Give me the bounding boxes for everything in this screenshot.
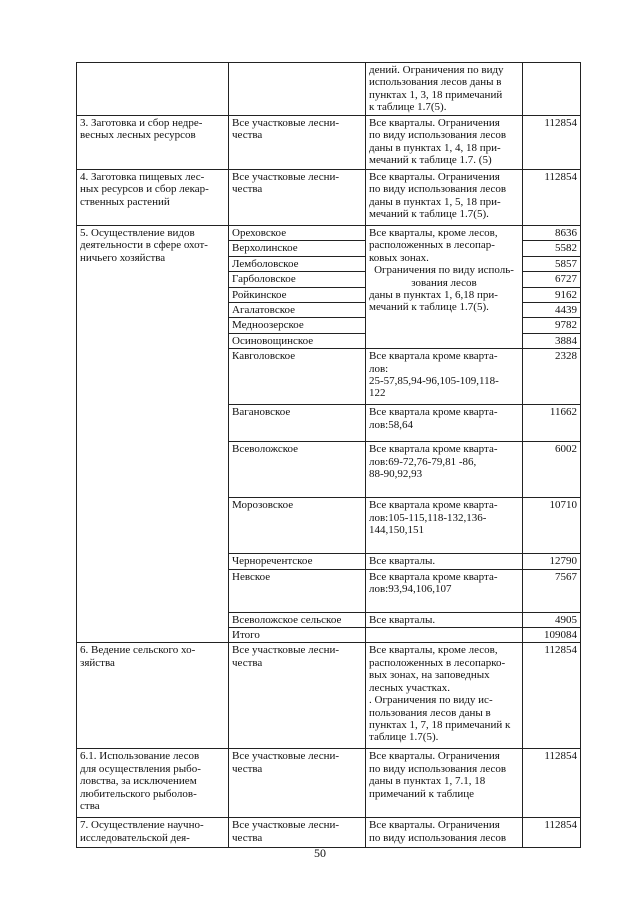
table-row (77, 818, 581, 848)
conditions-cell: Все квартала кроме кварта- лов:93,94,106,107 (366, 569, 523, 612)
area-cell: 5582 (523, 241, 581, 256)
area-cell: 112854 (523, 170, 581, 226)
conditions-cell: Все квартала кроме кварта- лов: 25-57,85,94-96,105-109,118- 122 (366, 349, 523, 405)
area-cell: 112854 (523, 643, 581, 749)
conditions-cell: Все кварталы. Ограничения по виду использования лесов даны в пунктах 1, 4, 18 при- мечаний к таблице 1.7. (5) (366, 116, 523, 170)
forestry-cell: Осиновощинское (229, 333, 366, 348)
area-cell: 2328 (523, 349, 581, 405)
activity-cell: 6. Ведение сельского хо- зяйства (77, 643, 229, 749)
conditions-cell: Все квартала кроме кварта- лов:58,64 (366, 405, 523, 442)
forestry-cell (229, 63, 366, 116)
forestry-cell: Гарболовское (229, 272, 366, 287)
conditions-cell: Все кварталы. (366, 554, 523, 569)
area-cell: 9782 (523, 318, 581, 333)
forestry-cell: Медноозерское (229, 318, 366, 333)
forestry-cell: Ройкинское (229, 287, 366, 302)
activity-cell: 4. Заготовка пищевых лес- ных ресурсов и сбор лекар- ственных растений (77, 170, 229, 226)
conditions-cell: Все кварталы. (366, 612, 523, 627)
area-cell: 4439 (523, 303, 581, 318)
forestry-cell: Агалатовское (229, 303, 366, 318)
total-label: Итого (229, 628, 366, 643)
area-cell: 10710 (523, 498, 581, 554)
activity-cell: 7. Осуществление научно- исследовательской дея- (77, 818, 229, 848)
conditions-cell: Все кварталы. Ограничения по виду использования лесов даны в пунктах 1, 5, 18 при- мечаний к таблице 1.7(5). (366, 170, 523, 226)
area-cell: 11662 (523, 405, 581, 442)
page-number: 50 (314, 846, 326, 860)
forestry-cell: Все участковые лесни- чества (229, 116, 366, 170)
conditions-cell: Все кварталы, кроме лесов, расположенных в лесопарко- вых зонах, на заповедных лесных участках. . Ограничения по виду ис- пользования лесов даны в пунктах 1, 7, 18 примечаний к таблице 1.7(5). (366, 643, 523, 749)
forestry-cell: Все участковые лесни- чества (229, 170, 366, 226)
area-cell: 9162 (523, 287, 581, 302)
area-cell: 4905 (523, 612, 581, 627)
forest-use-table (76, 62, 581, 848)
activity-cell (77, 63, 229, 116)
forestry-cell: Верхолинское (229, 241, 366, 256)
forestry-cell: Все участковые лесни- чества (229, 818, 366, 848)
forestry-cell: Черноречентское (229, 554, 366, 569)
area-cell: 112854 (523, 116, 581, 170)
forestry-cell: Все участковые лесни- чества (229, 749, 366, 818)
area-cell: 6727 (523, 272, 581, 287)
forestry-cell: Все участковые лесни- чества (229, 643, 366, 749)
conditions-cell (366, 628, 523, 643)
conditions-cell: Все кварталы, кроме лесов, расположенных в лесопар- ковых зонах. Ограничения по виду исполь- зования лесов даны в пунктах 1, 6,18 при- мечаний к таблице 1.7(5). (366, 226, 523, 349)
forestry-cell: Всеволожское (229, 442, 366, 498)
conditions-cell: Все кварталы. Ограничения по виду использования лесов (366, 818, 523, 848)
table-row (77, 63, 581, 116)
conditions-cell: дений. Ограничения по виду использования лесов даны в пунктах 1, 3, 18 примечаний к таблице 1.7(5). (366, 63, 523, 116)
forestry-cell: Всеволожское сельское (229, 612, 366, 627)
area-cell: 12790 (523, 554, 581, 569)
forestry-cell: Морозовское (229, 498, 366, 554)
table-row (77, 643, 581, 749)
table-row (77, 226, 581, 241)
activity-cell: 5. Осуществление видов деятельности в сфере охот- ничьего хозяйства (77, 226, 229, 643)
area-cell: 112854 (523, 818, 581, 848)
forestry-cell: Вагановское (229, 405, 366, 442)
area-cell: 3884 (523, 333, 581, 348)
area-cell (523, 63, 581, 116)
conditions-cell: Все квартала кроме кварта- лов:69-72,76-79,81 -86, 88-90,92,93 (366, 442, 523, 498)
area-cell: 5857 (523, 256, 581, 271)
activity-cell: 3. Заготовка и сбор недре- весных лесных ресурсов (77, 116, 229, 170)
forestry-cell: Ореховское (229, 226, 366, 241)
conditions-cell: Все кварталы. Ограничения по виду использования лесов даны в пунктах 1, 7.1, 18 примечаний к таблице (366, 749, 523, 818)
area-cell: 6002 (523, 442, 581, 498)
forestry-cell: Невское (229, 569, 366, 612)
activity-cell: 6.1. Использование лесов для осуществления рыбо- ловства, за исключением любительского рыболов- ства (77, 749, 229, 818)
table-row (77, 170, 581, 226)
area-cell: 8636 (523, 226, 581, 241)
forestry-cell: Лемболовское (229, 256, 366, 271)
conditions-cell: Все квартала кроме кварта- лов:105-115,118-132,136- 144,150,151 (366, 498, 523, 554)
total-area: 109084 (523, 628, 581, 643)
forestry-cell: Кавголовское (229, 349, 366, 405)
area-cell: 7567 (523, 569, 581, 612)
table-row (77, 116, 581, 170)
table-row (77, 749, 581, 818)
area-cell: 112854 (523, 749, 581, 818)
